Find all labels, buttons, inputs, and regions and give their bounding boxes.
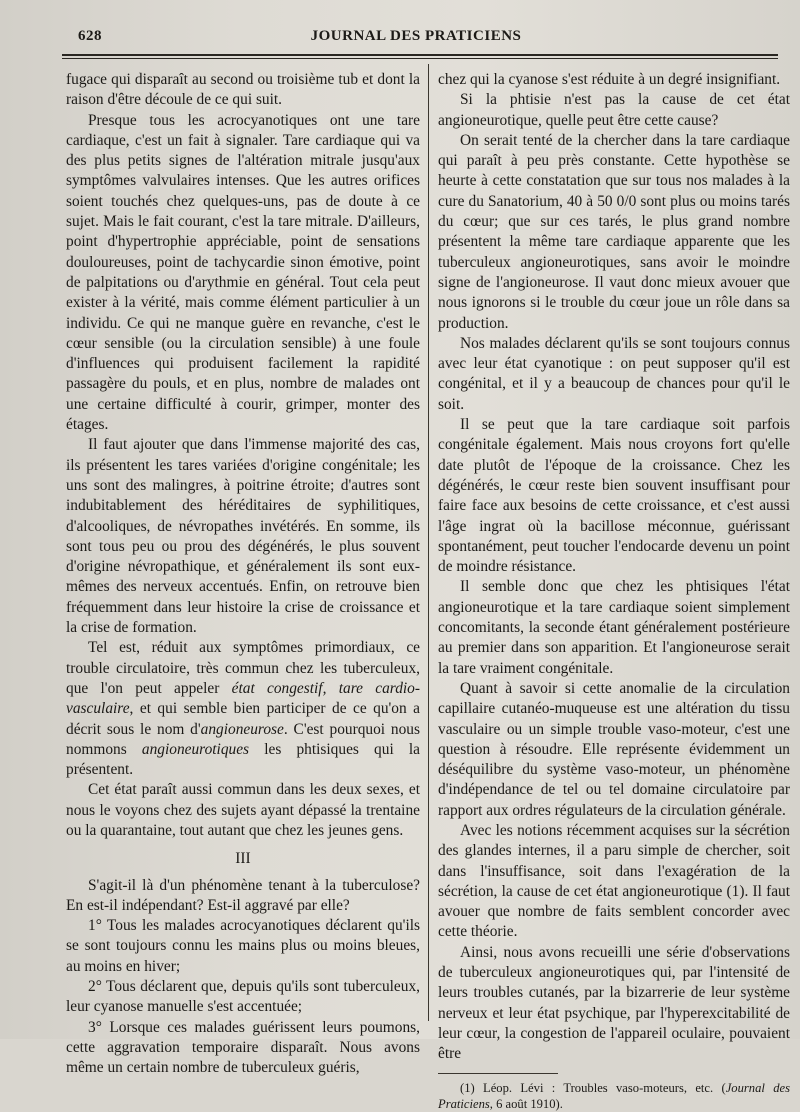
footnote-rule bbox=[438, 1073, 558, 1074]
column-divider bbox=[428, 64, 429, 1021]
page-header bbox=[58, 28, 774, 50]
paragraph: Avec les notions récemment acquises sur la sécrétion des glandes internes, il a paru simple de chercher, soit dans l'insuffisance, soit dans l'exagération de la sécrétion, la cause de cet état angioneurotique (1). Il faut avouer que nombre de faits semblent concorder avec cette théorie. bbox=[438, 821, 790, 941]
right-column bbox=[438, 70, 790, 1112]
text-run: , 6 août 1910). bbox=[489, 1096, 563, 1111]
text-run: . C'est pourquoi nous nommons bbox=[66, 720, 420, 758]
paragraph: Nos malades déclarent qu'ils se sont toujours connus avec leur état cyanotique : on peut supposer qu'il est congénital, et il y a beaucoup de chances pour qu'il le soit. bbox=[438, 334, 790, 413]
paragraph: 2° Tous déclarent que, depuis qu'ils sont tuberculeux, leur cyanose manuelle s'est accentuée; bbox=[66, 978, 420, 1016]
text-run: Tel est, réduit aux symptômes primordiaux, ce trouble circulatoire, très commun chez les tuberculeux, que l'on peut appeler bbox=[66, 639, 420, 697]
paragraph: On serait tenté de la chercher dans la tare cardiaque qui paraît à peu près constante. Cette hypothèse se heurte à cette constatation que sur tous nos malades à la cure du Sanatorium, 40 à 50 0/0 sont plus ou moins tarés du cœur; que sur ces tarés, le plus grand nombre présentent la même tare cardiaque apparente que les tuberculeux angioneurotiques, sans avoir le moindre signe de l'angioneurose. Il vaut donc mieux avouer que nous ignorons si le trouble du cœur joue un rôle dans sa production. bbox=[438, 131, 790, 332]
footnote bbox=[438, 1080, 790, 1112]
paragraph: fugace qui disparaît au second ou troisième tub et dont la raison d'être découle de ce qui suit. bbox=[66, 71, 420, 109]
paragraph: 1° Tous les malades acrocyanotiques déclarent qu'ils se sont toujours connu les mains plus ou moins bleues, au moins en hiver; bbox=[66, 917, 420, 975]
left-column bbox=[66, 70, 420, 1079]
paragraph: chez qui la cyanose s'est réduite à un degré insignifiant. bbox=[438, 71, 781, 88]
header-rule bbox=[62, 54, 778, 56]
italic-term: angioneurotiques bbox=[141, 740, 250, 758]
italic-term: angioneurose bbox=[200, 720, 284, 738]
paragraph: 3° Lorsque ces malades guérissent leurs poumons, cette aggravation temporaire disparaît. Nous avons même un certain nombre de tuberculeux guéris, bbox=[66, 1018, 420, 1077]
section-heading: III bbox=[235, 850, 251, 868]
paragraph: Cet état paraît aussi commun dans les deux sexes, et nous le voyons chez des sujets ayant dépassé la trentaine ou la quarantaine, tout autant que chez les jeunes gens. bbox=[66, 781, 420, 839]
paragraph: Presque tous les acrocyanotiques ont une tare cardiaque, c'est un fait à signaler. Tare cardiaque qui va des plus petits signes de l'altération mitrale jusqu'aux symptômes valvulaires intenses. Que les autres orifices soient touchés chez quelques-uns, pas de doute à ce sujet. Mais le fait courant, c'est la tare mitrale. D'ailleurs, point d'hypertrophie appréciable, point de sensations douloureuses, point de tachycardie sinon émotive, point de palpitations ou d'arythmie en général. Tout cela peut exister à la vérité, mais comme élément particulier à un individu. Ce qui ne manque guère en revanche, c'est le cœur sensible (ou la circulation sensible) à une foule d'influences qui produisent facilement la rapidité passagère du pouls, et en plus, nombre de malades ont une certaine difficulté à courir, grimper, monter des étages. bbox=[66, 111, 420, 434]
paragraph: S'agit-il là d'un phénomène tenant à la tuberculose? En est-il indépendant? Est-il aggravé par elle? bbox=[66, 876, 420, 914]
italic-term: Journal des Praticiens bbox=[438, 1080, 790, 1111]
paragraph: Ainsi, nous avons recueilli une série d'observations de tuberculeux angioneurotiques qui, par l'intensité de leurs troubles cutanés, par la bizarrerie de leur système nerveux et leur état psychique, par l'hyperexcitabilité de leur cœur, la congestion de l'appareil oculaire, pouvaient être bbox=[438, 943, 790, 1063]
paragraph: Il semble donc que chez les phtisiques l'état angioneurotique et la tare cardiaque soient simplement concomitants, la seconde étant généralement postérieure au premier dans son apparition. Et l'angioneurose serait la tare vraiment congénitale. bbox=[438, 578, 790, 677]
text-run: , et qui semble bien participer de ce qu'on a décrit sous le nom d' bbox=[66, 700, 420, 738]
paragraph: Il faut ajouter que dans l'immense majorité des cas, ils présentent les tares variées d'origine congénitale; les uns sont des malingres, à poitrine étroite; d'autres sont indubitablement des héréditaires de syphilitiques, d'alcooliques, de névropathes invétérés. En somme, ils sont tous peu ou prou des dégénérés, le plus souvent d'origine névropathique, et généralement ils sont eux-mêmes des nerveux accentués. Enfin, on retrouve bien fréquemment dans leur histoire la crise de croissance et la crise de formation. bbox=[66, 436, 420, 637]
paragraph: Il se peut que la tare cardiaque soit parfois congénitale également. Mais nous croyons fort qu'elle date plutôt de l'époque de la croissance. Chez les dégénérés, le cœur reste bien souvent insuffisant pour faire face aux besoins de cette croissance, et c'est aussi l'âge ingrat où la bacillose méconnue, guérissant spontanément, peut toucher l'endocarde devenu un point de moindre résistance. bbox=[438, 416, 790, 576]
text-run: (1) Léop. Lévi : Troubles vaso-moteurs, etc. ( bbox=[460, 1080, 726, 1095]
journal-title: JOURNAL DES PRATICIENS bbox=[310, 28, 522, 44]
paragraph bbox=[66, 638, 420, 780]
italic-term: état congestif, tare cardio-vasculaire bbox=[66, 679, 420, 718]
paragraph: Quant à savoir si cette anomalie de la circulation capillaire cutanéo-muqueuse est une altération du tissu vasculaire ou un simple trouble vaso-moteur, c'est une question à résoudre. Elle représente évidemment un déséquilibre du système vaso-moteur, un phénomène d'indépendance de tel ou tel domaine circulatoire par rapport aux ordres régulateurs de la circulation générale. bbox=[438, 679, 790, 819]
page-number: 628 bbox=[78, 28, 102, 44]
text-run: les phtisiques qui la présentent. bbox=[66, 740, 421, 779]
header-rule-thin bbox=[62, 58, 778, 59]
paragraph: Si la phtisie n'est pas la cause de cet état angioneurotique, quelle peut être cette cause? bbox=[438, 91, 790, 129]
